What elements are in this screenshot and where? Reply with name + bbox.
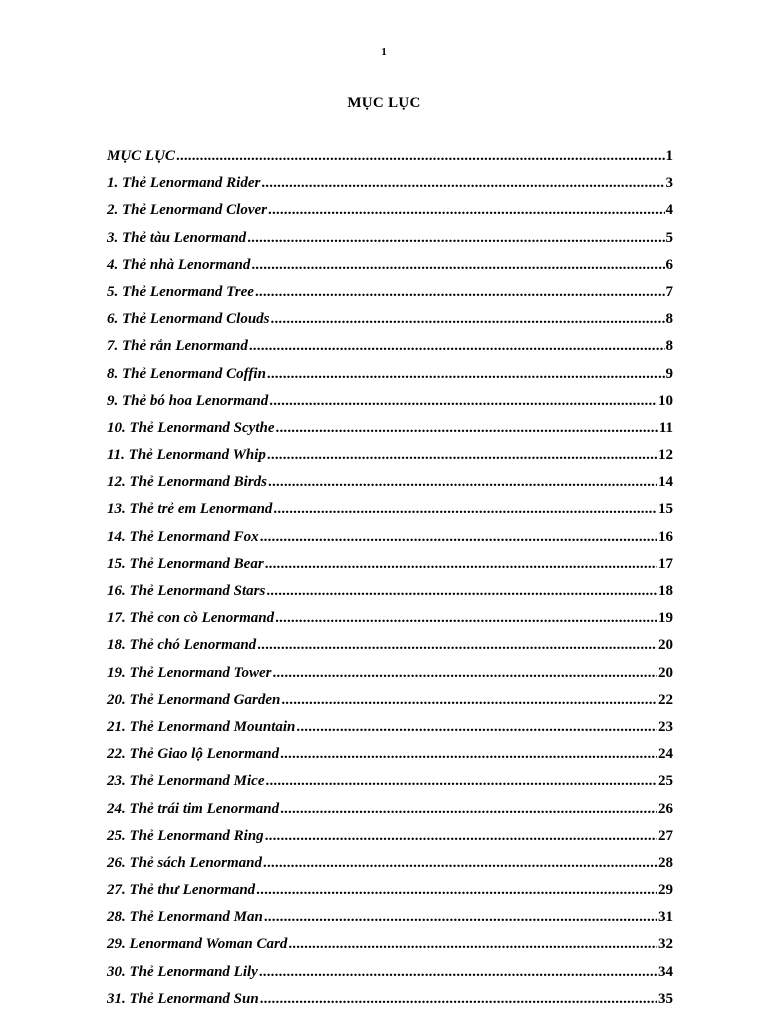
toc-entry-page-number: 23 <box>658 718 673 735</box>
toc-entry[interactable] <box>107 252 673 279</box>
toc-entry[interactable] <box>107 496 673 523</box>
toc-entry-page-number: 27 <box>658 827 673 844</box>
toc-entry[interactable] <box>107 931 673 958</box>
toc-entry-page-number: 29 <box>658 882 673 899</box>
toc-entry-label[interactable]: 11. Thẻ Lenormand Whip <box>107 447 266 464</box>
toc-entry-page-number: 9 <box>665 365 673 382</box>
toc-title: MỤC LỤC <box>347 95 421 111</box>
toc-entry-label[interactable]: 29. Lenormand Woman Card <box>107 936 288 953</box>
toc-entry-label[interactable]: 22. Thẻ Giao lộ Lenormand <box>107 746 280 763</box>
dot-leader <box>280 741 657 768</box>
toc-entry[interactable] <box>107 442 673 469</box>
toc-entry-label[interactable]: 3. Thẻ tàu Lenormand <box>107 229 247 246</box>
dot-leader <box>260 986 657 1013</box>
dot-leader <box>268 469 657 496</box>
dot-leader <box>267 361 665 388</box>
dot-leader <box>255 279 665 306</box>
toc-entry-page-number: 3 <box>665 175 673 192</box>
toc-entry[interactable] <box>107 605 673 632</box>
toc-entry[interactable] <box>107 197 673 224</box>
toc-entry-label[interactable]: MỤC LỤC <box>107 148 175 164</box>
table-of-contents <box>107 143 673 1013</box>
toc-entry-label[interactable]: 12. Thẻ Lenormand Birds <box>107 474 268 491</box>
toc-entry-label[interactable]: 18. Thẻ chó Lenormand <box>107 637 257 654</box>
toc-entry-page-number: 32 <box>658 936 673 953</box>
dot-leader <box>261 170 664 197</box>
toc-entry-label[interactable]: 4. Thẻ nhà Lenormand <box>107 256 251 273</box>
dot-leader <box>257 632 657 659</box>
toc-entry-label[interactable]: 15. Thẻ Lenormand Bear <box>107 555 264 572</box>
toc-entry[interactable] <box>107 959 673 986</box>
toc-entry-label[interactable]: 7. Thẻ rắn Lenormand <box>107 338 248 355</box>
dot-leader <box>281 687 657 714</box>
dot-leader <box>251 252 664 279</box>
toc-entry[interactable] <box>107 796 673 823</box>
dot-leader <box>275 605 657 632</box>
toc-entry[interactable] <box>107 632 673 659</box>
toc-entry-label[interactable]: 27. Thẻ thư Lenormand <box>107 882 256 899</box>
toc-entry-page-number: 22 <box>658 691 673 708</box>
toc-entry-label[interactable]: 6. Thẻ Lenormand Clouds <box>107 311 270 328</box>
dot-leader <box>271 306 665 333</box>
toc-entry-page-number: 19 <box>658 610 673 627</box>
toc-entry-page-number: 6 <box>665 256 673 273</box>
toc-entry-page-number: 1 <box>665 148 673 164</box>
toc-entry-page-number: 26 <box>658 800 673 817</box>
toc-entry[interactable] <box>107 170 673 197</box>
toc-entry[interactable] <box>107 469 673 496</box>
dot-leader <box>259 959 657 986</box>
dot-leader <box>265 551 657 578</box>
dot-leader <box>265 823 657 850</box>
toc-entry-page-number: 16 <box>658 528 673 545</box>
toc-entry-label[interactable]: 24. Thẻ trái tim Lenormand <box>107 800 280 817</box>
toc-entry-label[interactable]: 17. Thẻ con cò Lenormand <box>107 610 275 627</box>
toc-entry-page-number: 14 <box>658 474 673 491</box>
toc-entry-label[interactable]: 9. Thẻ bó hoa Lenormand <box>107 392 269 409</box>
dot-leader <box>288 931 657 958</box>
toc-entry-page-number: 11 <box>658 419 673 436</box>
dot-leader <box>273 496 657 523</box>
dot-leader <box>266 578 657 605</box>
toc-entry[interactable] <box>107 823 673 850</box>
toc-entry[interactable] <box>107 904 673 931</box>
toc-entry-page-number: 15 <box>658 501 673 518</box>
toc-entry-page-number: 8 <box>665 311 673 328</box>
dot-leader <box>260 524 657 551</box>
toc-entry[interactable] <box>107 361 673 388</box>
dot-leader <box>276 415 658 442</box>
toc-entry-page-number: 24 <box>658 746 673 763</box>
toc-entry[interactable] <box>107 279 673 306</box>
toc-entry[interactable] <box>107 687 673 714</box>
toc-entry-label[interactable]: 25. Thẻ Lenormand Ring <box>107 827 264 844</box>
dot-leader <box>266 768 658 795</box>
toc-entry-label[interactable]: 26. Thẻ sách Lenormand <box>107 854 263 871</box>
toc-entry-label[interactable]: 10. Thẻ Lenormand Scythe <box>107 419 275 436</box>
toc-entry-page-number: 31 <box>658 909 673 926</box>
toc-entry-label[interactable]: 13. Thẻ trẻ em Lenormand <box>107 501 273 518</box>
toc-entry-label[interactable]: 14. Thẻ Lenormand Fox <box>107 528 259 545</box>
toc-entry-label[interactable]: 31. Thẻ Lenormand Sun <box>107 990 259 1007</box>
toc-entry-label[interactable]: 2. Thẻ Lenormand Clover <box>107 202 267 219</box>
dot-leader <box>263 850 657 877</box>
toc-entry-label[interactable]: 16. Thẻ Lenormand Stars <box>107 583 266 599</box>
toc-entry-page-number: 20 <box>658 637 673 654</box>
dot-leader <box>296 714 657 741</box>
dot-leader <box>267 442 657 469</box>
toc-entry-label[interactable]: 28. Thẻ Lenormand Man <box>107 909 263 926</box>
toc-entry[interactable] <box>107 768 673 795</box>
page-number: 1 <box>381 46 387 58</box>
toc-entry[interactable] <box>107 986 673 1013</box>
toc-entry[interactable] <box>107 524 673 551</box>
toc-entry-page-number: 20 <box>658 664 673 681</box>
toc-entry-page-number: 10 <box>658 392 673 409</box>
dot-leader <box>249 333 665 360</box>
toc-entry-page-number: 34 <box>658 963 673 980</box>
toc-entry[interactable] <box>107 306 673 333</box>
toc-entry-label[interactable]: 21. Thẻ Lenormand Mountain <box>107 718 296 735</box>
toc-entry[interactable] <box>107 850 673 877</box>
toc-entry[interactable] <box>107 741 673 768</box>
toc-entry-page-number: 28 <box>658 854 673 871</box>
toc-entry[interactable] <box>107 578 673 605</box>
toc-entry-label[interactable]: 20. Thẻ Lenormand Garden <box>107 691 281 708</box>
toc-entry-label[interactable]: 23. Thẻ Lenormand Mice <box>107 773 265 790</box>
toc-entry-page-number: 4 <box>665 202 673 219</box>
toc-entry-page-number: 17 <box>658 555 673 572</box>
toc-entry[interactable] <box>107 143 673 170</box>
toc-entry-page-number: 5 <box>665 229 673 246</box>
toc-entry-page-number: 35 <box>658 990 673 1007</box>
toc-entry[interactable] <box>107 551 673 578</box>
toc-entry-page-number: 18 <box>658 583 673 599</box>
dot-leader <box>256 877 657 904</box>
toc-entry[interactable] <box>107 714 673 741</box>
toc-entry[interactable] <box>107 415 673 442</box>
dot-leader <box>269 388 657 415</box>
toc-entry-label[interactable]: 30. Thẻ Lenormand Lily <box>107 963 258 980</box>
toc-entry[interactable] <box>107 877 673 904</box>
toc-entry-label[interactable]: 5. Thẻ Lenormand Tree <box>107 283 254 300</box>
toc-entry[interactable] <box>107 660 673 687</box>
toc-entry-page-number: 12 <box>658 447 673 464</box>
toc-entry-label[interactable]: 8. Thẻ Lenormand Coffin <box>107 365 266 382</box>
toc-entry-label[interactable]: 1. Thẻ Lenormand Rider <box>107 175 261 192</box>
toc-entry[interactable] <box>107 225 673 252</box>
dot-leader <box>264 904 657 931</box>
dot-leader <box>268 197 665 224</box>
toc-entry-page-number: 8 <box>665 338 673 355</box>
dot-leader <box>176 143 665 170</box>
dot-leader <box>272 660 657 687</box>
dot-leader <box>280 796 657 823</box>
dot-leader <box>247 225 664 252</box>
toc-entry-page-number: 7 <box>665 283 673 300</box>
toc-entry-page-number: 25 <box>658 773 673 790</box>
toc-entry[interactable] <box>107 333 673 360</box>
toc-entry[interactable] <box>107 388 673 415</box>
toc-entry-label[interactable]: 19. Thẻ Lenormand Tower <box>107 664 272 681</box>
